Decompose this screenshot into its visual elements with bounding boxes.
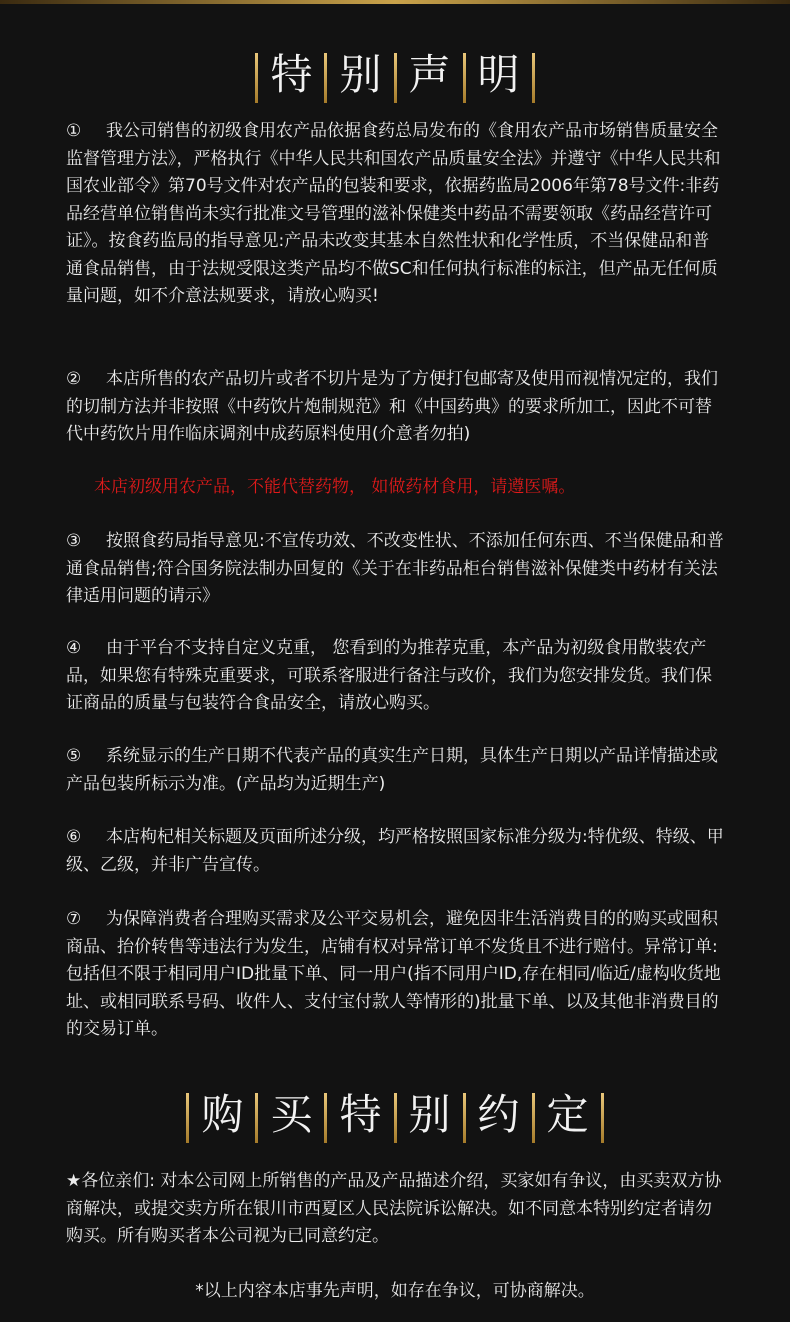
heading-char: 特 <box>270 50 313 99</box>
divider <box>324 53 327 103</box>
item-number: ② <box>66 369 82 389</box>
statement-item-5 <box>66 743 726 798</box>
item-text: 为保障消费者合理购买需求及公平交易机会，避免因非生活消费目的的购买或囤积商品、抬价转售等违法行为发生，店铺有权对异常订单不发货且不进行赔付。异常订单: 包括但不限于相同用户ID批量下单、同一用户(指不同用户ID,存在相同/临近/虚构收货地址、或相同联系号码、收件人、支付宝付款人等情形的)批量下单、以及其他非消费目的的交易订单。 <box>66 909 721 1039</box>
statement-item-7 <box>66 906 726 1044</box>
divider <box>324 1093 327 1143</box>
item-text: 本店所售的农产品切片或者不切片是为了方便打包邮寄及使用而视情况定的，我们的切制方法并非按照《中药饮片炮制规范》和《中国药典》的要求所加工，因此不可替代中药饮片用作临床调剂中成药原料使用(介意者勿拍) <box>66 369 718 444</box>
divider <box>532 1093 535 1143</box>
divider <box>255 53 258 103</box>
item-number: ⑥ <box>66 827 82 847</box>
statement-item-4 <box>66 635 726 718</box>
item-text: 我公司销售的初级食用农产品依据食药总局发布的《食用农产品市场销售质量安全监督管理方法》，严格执行《中华人民共和国农产品质量安全法》并遵守《中华人民共和国农业部令》第70号文件对农产品的包装和要求，依据药监局2006年第78号文件:非药品经营单位销售尚未实行批准文号管理的滋补保健类中药品不需要领取《药品经营许可证》。按食药监局的指导意见:产品未改变其基本自然性状和化学性质，不当保健品和普通食品销售，由于法规受限这类产品均不做SC和任何执行标准的标注，但产品无任何质量问题，如不介意法规要求，请放心购买! <box>66 121 721 306</box>
item-text: 系统显示的生产日期不代表产品的真实生产日期，具体生产日期以产品详情描述或产品包装所标示为准。(产品均为近期生产) <box>66 746 718 794</box>
heading-char: 声 <box>408 50 451 99</box>
statement-item-6 <box>66 824 726 879</box>
footer-note: *以上内容本店事先声明，如存在争议，可协商解决。 <box>195 1281 595 1301</box>
divider <box>394 1093 397 1143</box>
divider <box>532 53 535 103</box>
heading-char: 约 <box>477 1090 520 1139</box>
heading-special-statement <box>0 42 790 103</box>
item-number: ③ <box>66 531 82 551</box>
statement-item-3 <box>66 528 726 611</box>
statement-item-1 <box>66 118 726 311</box>
heading-char: 别 <box>408 1090 451 1139</box>
divider <box>601 1093 604 1143</box>
item-number: ⑤ <box>66 746 82 766</box>
statement-item-2 <box>66 366 726 449</box>
heading-purchase-agreement <box>0 1082 790 1143</box>
divider <box>463 1093 466 1143</box>
item-number: ⑦ <box>66 909 82 929</box>
heading-char: 特 <box>339 1090 382 1139</box>
divider <box>186 1093 189 1143</box>
heading-char: 买 <box>270 1090 313 1139</box>
heading-char: 购 <box>201 1090 244 1139</box>
item-text: 由于平台不支持自定义克重， 您看到的为推荐克重，本产品为初级食用散装农产品，如果您有特殊克重要求，可联系客服进行备注与改价，我们为您安排发货。我们保证商品的质量与包装符合食品安全，请放心购买。 <box>66 638 712 713</box>
agreement-text: ★各位亲们: 对本公司网上所销售的产品及产品描述介绍，买家如有争议，由买卖双方协商解决，或提交卖方所在银川市西夏区人民法院诉讼解决。如不同意本特别约定者请勿购买。所有购买者本公司视为已同意约定。 <box>66 1171 722 1246</box>
divider <box>255 1093 258 1143</box>
item-text: 按照食药局指导意见:不宣传功效、不改变性状、不添加任何东西、不当保健品和普通食品销售;符合国务院法制办回复的《关于在非药品柜台销售滋补保健类中药材有关法律适用问题的请示》 <box>66 531 724 606</box>
item-number: ① <box>66 121 82 141</box>
heading-char: 别 <box>339 50 382 99</box>
warning-text: 本店初级用农产品，不能代替药物， 如做药材食用，请遵医嘱。 <box>94 477 576 497</box>
item-number: ④ <box>66 638 82 658</box>
item-text: 本店枸杞相关标题及页面所述分级，均严格按照国家标准分级为:特优级、特级、甲级、乙级，并非广告宣传。 <box>66 827 724 875</box>
heading-char: 明 <box>477 50 520 99</box>
top-gold-bar <box>0 0 790 4</box>
divider <box>394 53 397 103</box>
heading-char: 定 <box>546 1090 589 1139</box>
divider <box>463 53 466 103</box>
